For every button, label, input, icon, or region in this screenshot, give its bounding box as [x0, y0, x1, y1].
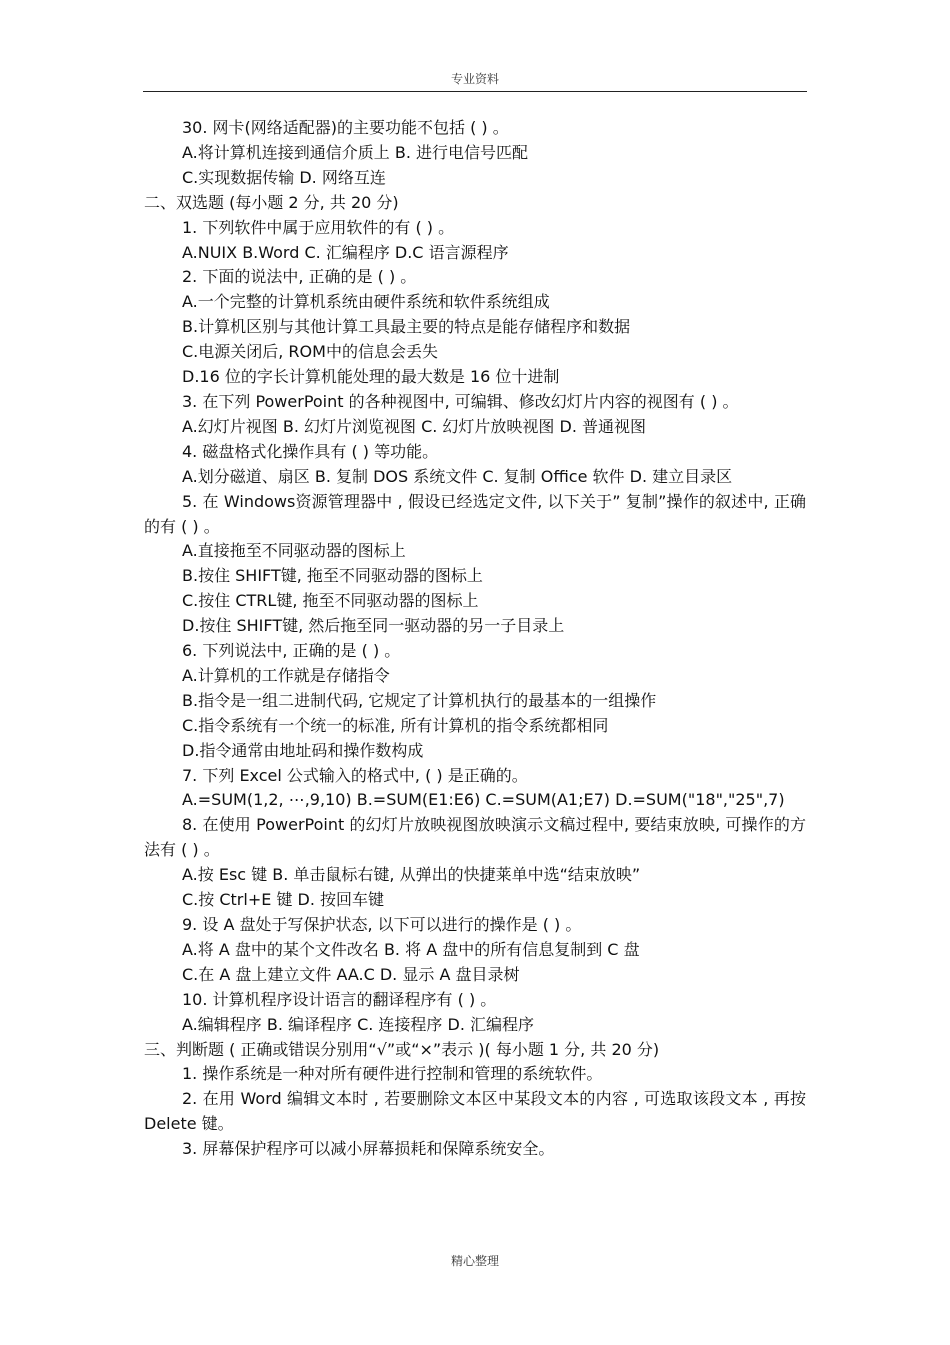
question-line: 7. 下列 Excel 公式输入的格式中, ( ) 是正确的。: [182, 765, 528, 785]
option-line: D.指令通常由地址码和操作数构成: [182, 740, 424, 760]
option-line: C.按住 CTRL键, 拖至不同驱动器的图标上: [182, 591, 479, 611]
option-line: D.16 位的字长计算机能处理的最大数是 16 位十进制: [182, 367, 560, 387]
question-line: 5. 在 Windows资源管理器中 , 假设已经选定文件, 以下关于” 复制”操作的叙述中, 正确的有 ( ) 。: [144, 491, 806, 536]
option-line: D.按住 SHIFT键, 然后拖至同一驱动器的另一子目录上: [182, 616, 565, 636]
section-heading: 三、判断题 ( 正确或错误分别用“√”或“×”表示 )( 每小题 1 分, 共 20 分): [144, 1039, 660, 1059]
option-line: A.将 A 盘中的某个文件改名 B. 将 A 盘中的所有信息复制到 C 盘: [182, 939, 640, 959]
question-line: 1. 操作系统是一种对所有硬件进行控制和管理的系统软件。: [182, 1064, 603, 1084]
option-line: C.指令系统有一个统一的标准, 所有计算机的指令系统都相同: [182, 715, 609, 735]
question-line: 8. 在使用 PowerPoint 的幻灯片放映视图放映演示文稿过程中, 要结束放映, 可操作的方法有 ( ) 。: [144, 815, 806, 860]
option-line: C.在 A 盘上建立文件 AA.C D. 显示 A 盘目录树: [182, 964, 520, 984]
question-line: 3. 在下列 PowerPoint 的各种视图中, 可编辑、修改幻灯片内容的视图有 ( ) 。: [182, 391, 739, 411]
option-line: B.按住 SHIFT键, 拖至不同驱动器的图标上: [182, 566, 483, 586]
question-line: 9. 设 A 盘处于写保护状态, 以下可以进行的操作是 ( ) 。: [182, 915, 582, 934]
option-line: A.计算机的工作就是存储指令: [182, 665, 390, 685]
question-line: 3. 屏幕保护程序可以减小屏幕损耗和保障系统安全。: [182, 1139, 555, 1159]
option-line: B.指令是一组二进制代码, 它规定了计算机执行的最基本的一组操作: [182, 690, 657, 710]
question-line: 2. 下面的说法中, 正确的是 ( ) 。: [182, 267, 417, 287]
option-line: A.=SUM(1,2, ⋯,9,10) B.=SUM(E1:E6) C.=SUM(A1;E7) D.=SUM("18","25",7): [182, 790, 785, 810]
page-header: 专业资料: [450, 72, 499, 86]
option-line: A.一个完整的计算机系统由硬件系统和软件系统组成: [182, 292, 550, 312]
question-line: 1. 下列软件中属于应用软件的有 ( ) 。: [182, 217, 455, 237]
document-body: [144, 116, 806, 1162]
option-line: A.划分磁道、扇区 B. 复制 DOS 系统文件 C. 复制 Office 软件 D. 建立目录区: [182, 466, 733, 486]
option-line: C.电源关闭后, ROM中的信息会丢失: [182, 342, 438, 362]
question-line: 4. 磁盘格式化操作具有 ( ) 等功能。: [182, 441, 439, 461]
question-line: 10. 计算机程序设计语言的翻译程序有 ( ) 。: [182, 989, 497, 1009]
option-line: A.NUIX B.Word C. 汇编程序 D.C 语言源程序: [182, 242, 509, 262]
option-line: B.计算机区别与其他计算工具最主要的特点是能存储程序和数据: [182, 317, 631, 337]
option-line: A.幻灯片视图 B. 幻灯片浏览视图 C. 幻灯片放映视图 D. 普通视图: [182, 416, 646, 436]
option-line: A.直接拖至不同驱动器的图标上: [182, 541, 406, 561]
header-divider: [143, 91, 807, 92]
page-footer: 精心整理: [450, 1254, 499, 1268]
option-line: A.按 Esc 键 B. 单击鼠标右键, 从弹出的快捷莱单中选“结束放映”: [182, 865, 641, 885]
option-line: C.按 Ctrl+E 键 D. 按回车键: [182, 890, 384, 910]
option-line: A.将计算机连接到通信介质上 B. 进行电信号匹配: [182, 142, 528, 162]
option-line: C.实现数据传输 D. 网络互连: [182, 167, 386, 187]
section-heading: 二、双选题 (每小题 2 分, 共 20 分): [144, 192, 399, 212]
question-line: 6. 下列说法中, 正确的是 ( ) 。: [182, 641, 401, 661]
option-line: A.编辑程序 B. 编译程序 C. 连接程序 D. 汇编程序: [182, 1014, 534, 1034]
question-line: 2. 在用 Word 编辑文本时 , 若要删除文本区中某段文本的内容 , 可选取该段文本 , 再按 Delete 键。: [144, 1089, 806, 1134]
question-line: 30. 网卡(网络适配器)的主要功能不包括 ( ) 。: [182, 118, 509, 137]
